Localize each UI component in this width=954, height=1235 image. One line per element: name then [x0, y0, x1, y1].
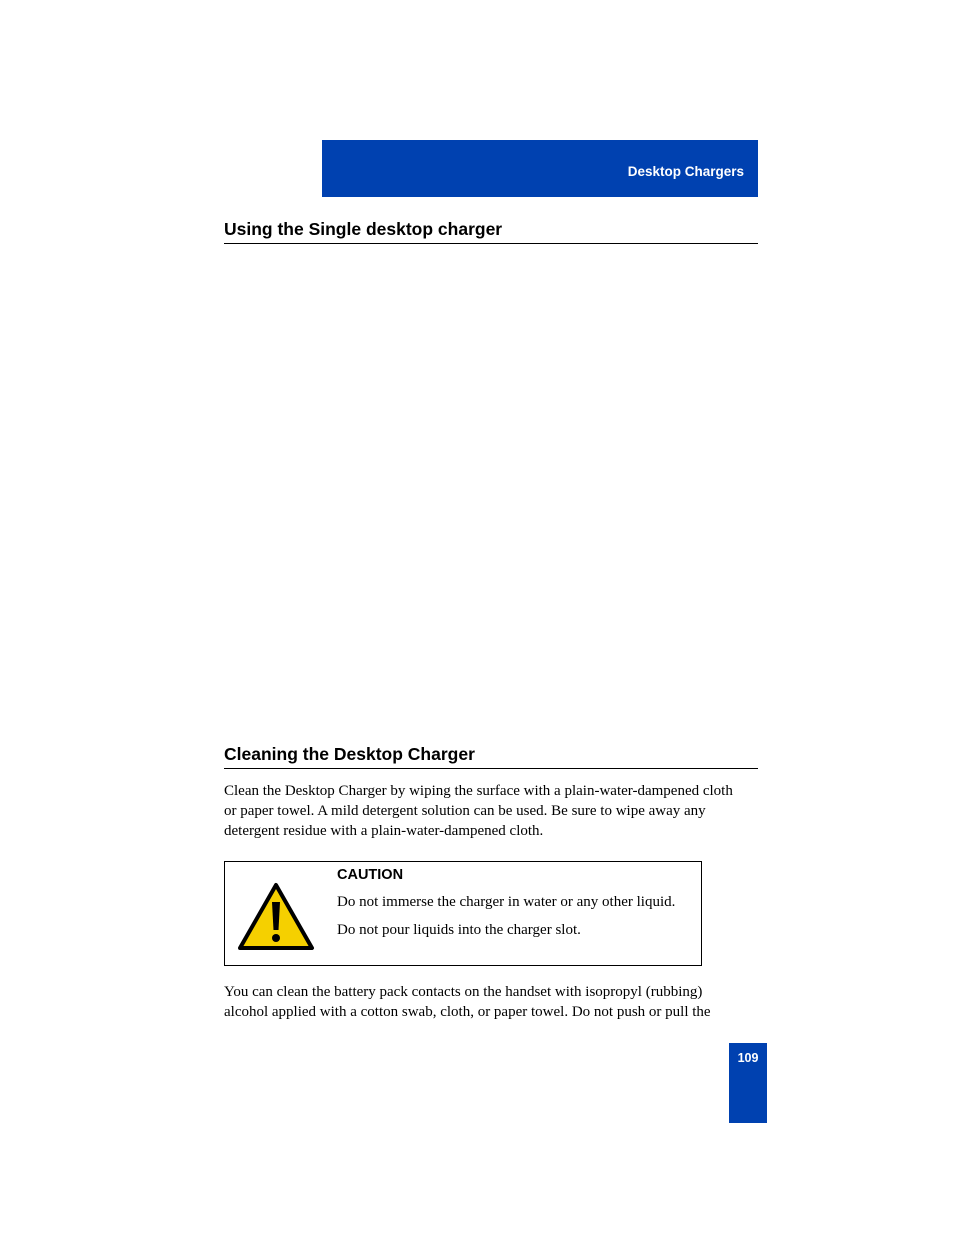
cleaning-paragraph [224, 781, 764, 841]
paragraph-line: detergent residue with a plain-water-dampened cloth. [224, 823, 544, 839]
contacts-paragraph [224, 982, 764, 1022]
paragraph-line: You can clean the battery pack contacts on the handset with isopropyl (rubbing) [224, 984, 703, 1000]
caution-box [224, 861, 702, 966]
chapter-title: Desktop Chargers [627, 164, 744, 179]
warning-triangle-icon [237, 882, 315, 952]
page-number: 109 [737, 1051, 759, 1065]
paragraph-line: or paper towel. A mild detergent solution can be used. Be sure to wipe away any [224, 803, 706, 819]
paragraph-line: alcohol applied with a cotton swab, cloth, or paper towel. Do not push or pull the [224, 1004, 711, 1020]
header-band [322, 140, 758, 197]
caution-line: Do not immerse the charger in water or any other liquid. [337, 894, 676, 910]
section-heading-cleaning: Cleaning the Desktop Charger [224, 744, 758, 769]
page-tab [729, 1043, 767, 1123]
caution-title: CAUTION [337, 867, 404, 883]
section-heading-single-charger: Using the Single desktop charger [224, 219, 758, 244]
caution-line: Do not pour liquids into the charger slot. [337, 922, 581, 938]
paragraph-line: Clean the Desktop Charger by wiping the surface with a plain-water-dampened cloth [224, 783, 733, 799]
